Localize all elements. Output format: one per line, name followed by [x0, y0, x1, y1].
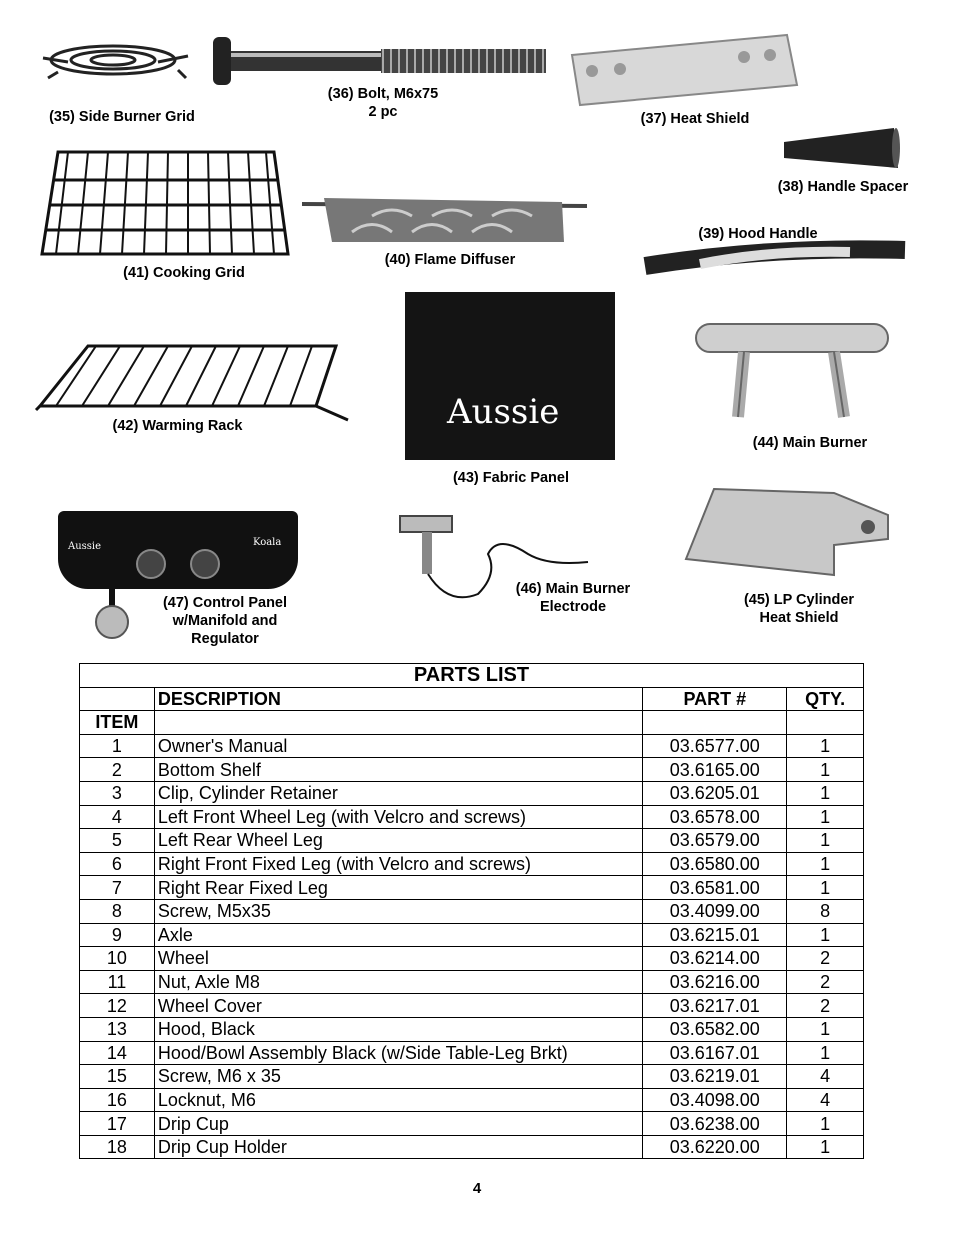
description-cell: Wheel Cover [154, 994, 643, 1018]
heat-shield-image [572, 35, 800, 107]
part-number-cell: 03.6579.00 [643, 829, 787, 853]
table-row [80, 994, 864, 1018]
description-cell: Clip, Cylinder Retainer [154, 781, 643, 805]
part-number-cell: 03.6165.00 [643, 758, 787, 782]
bolt-image [213, 37, 548, 87]
qty-cell: 4 [787, 1065, 864, 1089]
description-cell: Drip Cup [154, 1112, 643, 1136]
parts-list-table [79, 663, 864, 1159]
side-burner-grid-image [38, 40, 193, 80]
qty-cell: 1 [787, 781, 864, 805]
item-cell: 18 [80, 1135, 155, 1159]
description-cell: Left Rear Wheel Leg [154, 829, 643, 853]
part-number-cell: 03.6581.00 [643, 876, 787, 900]
item-cell: 2 [80, 758, 155, 782]
flame-diffuser-image [302, 192, 587, 246]
caption-39: (39) Hood Handle [698, 226, 818, 242]
main-burner-image [694, 322, 890, 424]
table-row [80, 1017, 864, 1041]
item-cell: 12 [80, 994, 155, 1018]
qty-cell: 1 [787, 876, 864, 900]
header-item-row [80, 711, 864, 735]
description-cell: Nut, Axle M8 [154, 970, 643, 994]
description-cell: Wheel [154, 947, 643, 971]
qty-cell: 1 [787, 852, 864, 876]
table-row [80, 970, 864, 994]
item-cell: 3 [80, 781, 155, 805]
part-number-cell: 03.6220.00 [643, 1135, 787, 1159]
item-cell: 11 [80, 970, 155, 994]
caption-38: (38) Handle Spacer [777, 179, 909, 195]
fabric-panel-image [405, 292, 615, 460]
caption-45: (45) LP Cylinder Heat Shield [743, 592, 855, 626]
table-row [80, 1041, 864, 1065]
part-number-cell: 03.6215.01 [643, 923, 787, 947]
qty-cell: 4 [787, 1088, 864, 1112]
part-number-cell: 03.6582.00 [643, 1017, 787, 1041]
description-cell: Hood/Bowl Assembly Black (w/Side Table-Leg Brkt) [154, 1041, 643, 1065]
item-cell: 4 [80, 805, 155, 829]
item-cell: 7 [80, 876, 155, 900]
item-cell: 16 [80, 1088, 155, 1112]
caption-46: (46) Main Burner Electrode [515, 581, 631, 615]
qty-cell: 1 [787, 1041, 864, 1065]
item-cell: 15 [80, 1065, 155, 1089]
header-row [80, 687, 864, 711]
caption-40: (40) Flame Diffuser [384, 252, 516, 268]
table-row [80, 805, 864, 829]
qty-cell: 1 [787, 734, 864, 758]
part-number-cell: 03.4099.00 [643, 899, 787, 923]
description-cell: Screw, M5x35 [154, 899, 643, 923]
header-blank [643, 711, 787, 735]
part-number-cell: 03.6580.00 [643, 852, 787, 876]
description-cell: Screw, M6 x 35 [154, 1065, 643, 1089]
table-row [80, 1065, 864, 1089]
item-cell: 6 [80, 852, 155, 876]
caption-41: (41) Cooking Grid [123, 265, 245, 281]
part-number-cell: 03.6578.00 [643, 805, 787, 829]
table-row [80, 1088, 864, 1112]
part-number-cell: 03.6205.01 [643, 781, 787, 805]
header-blank [80, 687, 155, 711]
part-number-cell: 03.6238.00 [643, 1112, 787, 1136]
caption-47: (47) Control Panel w/Manifold and Regulator [162, 595, 288, 647]
header-blank [787, 711, 864, 735]
table-row [80, 899, 864, 923]
caption-37: (37) Heat Shield [640, 111, 750, 127]
part-number-cell: 03.6214.00 [643, 947, 787, 971]
qty-cell: 1 [787, 805, 864, 829]
table-row [80, 876, 864, 900]
header-part: PART # [643, 687, 787, 711]
table-row [80, 734, 864, 758]
part-number-cell: 03.6167.01 [643, 1041, 787, 1065]
item-cell: 9 [80, 923, 155, 947]
header-item: ITEM [80, 711, 155, 735]
handle-spacer-image [784, 128, 900, 172]
knob-left [136, 549, 166, 579]
control-panel-image: Aussie Koala [58, 511, 298, 589]
table-row [80, 947, 864, 971]
caption-42: (42) Warming Rack [112, 418, 243, 434]
item-cell: 5 [80, 829, 155, 853]
qty-cell: 2 [787, 994, 864, 1018]
description-cell: Drip Cup Holder [154, 1135, 643, 1159]
description-cell: Owner's Manual [154, 734, 643, 758]
knob-right [190, 549, 220, 579]
qty-cell: 2 [787, 970, 864, 994]
item-cell: 10 [80, 947, 155, 971]
table-row [80, 852, 864, 876]
item-cell: 14 [80, 1041, 155, 1065]
description-cell: Hood, Black [154, 1017, 643, 1041]
part-number-cell: 03.4098.00 [643, 1088, 787, 1112]
qty-cell: 1 [787, 1017, 864, 1041]
qty-cell: 1 [787, 923, 864, 947]
qty-cell: 2 [787, 947, 864, 971]
warming-rack-image [36, 344, 354, 422]
item-cell: 1 [80, 734, 155, 758]
lp-cylinder-heat-shield-image [684, 487, 890, 577]
description-cell: Axle [154, 923, 643, 947]
table-row [80, 829, 864, 853]
item-cell: 17 [80, 1112, 155, 1136]
description-cell: Locknut, M6 [154, 1088, 643, 1112]
caption-36: (36) Bolt, M6x75 2 pc [327, 86, 439, 120]
part-number-cell: 03.6217.01 [643, 994, 787, 1018]
page-number: 4 [472, 1180, 482, 1197]
caption-44: (44) Main Burner [752, 435, 868, 451]
table-row [80, 923, 864, 947]
qty-cell: 8 [787, 899, 864, 923]
regulator-image [92, 586, 132, 642]
hood-handle-image [640, 236, 910, 284]
title-row [80, 664, 864, 688]
description-cell: Right Rear Fixed Leg [154, 876, 643, 900]
aussie-logo: Aussie [447, 392, 560, 432]
caption-35: (35) Side Burner Grid [49, 109, 195, 125]
table-row [80, 1112, 864, 1136]
item-cell: 8 [80, 899, 155, 923]
part-number-cell: 03.6216.00 [643, 970, 787, 994]
qty-cell: 1 [787, 829, 864, 853]
item-cell: 13 [80, 1017, 155, 1041]
cooking-grid-image [38, 150, 294, 258]
description-cell: Left Front Wheel Leg (with Velcro and screws) [154, 805, 643, 829]
header-qty: QTY. [787, 687, 864, 711]
part-number-cell: 03.6219.01 [643, 1065, 787, 1089]
header-description: DESCRIPTION [154, 687, 643, 711]
description-cell: Bottom Shelf [154, 758, 643, 782]
parts-list-body [80, 664, 864, 1159]
table-row [80, 758, 864, 782]
part-number-cell: 03.6577.00 [643, 734, 787, 758]
table-row [80, 781, 864, 805]
header-blank [154, 711, 643, 735]
qty-cell: 1 [787, 1112, 864, 1136]
table-row [80, 1135, 864, 1159]
qty-cell: 1 [787, 1135, 864, 1159]
parts-list-title: PARTS LIST [80, 664, 864, 688]
qty-cell: 1 [787, 758, 864, 782]
caption-43: (43) Fabric Panel [452, 470, 570, 486]
description-cell: Right Front Fixed Leg (with Velcro and screws) [154, 852, 643, 876]
